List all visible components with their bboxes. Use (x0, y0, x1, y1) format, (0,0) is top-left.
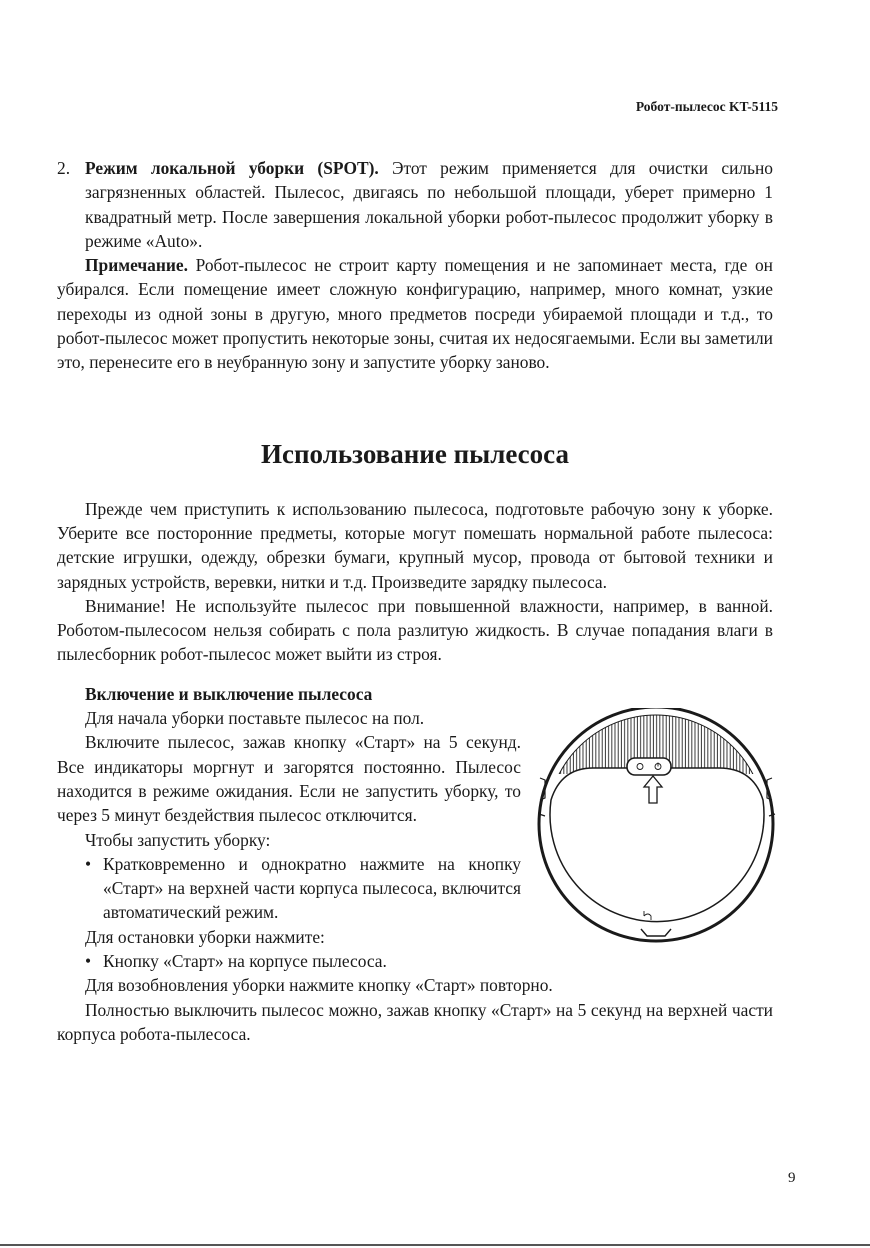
bottom-divider (0, 1244, 870, 1246)
bullet-marker: • (85, 951, 92, 972)
page-body (57, 156, 773, 1046)
header-title: Робот-пылесос KT-5115 (635, 99, 778, 114)
note-label: Примечание. (85, 255, 188, 276)
list-number: 2. (57, 158, 71, 178)
bullet-text-stop: Кнопку «Старт» на корпусе пылесоса. (103, 951, 387, 972)
section-title: Использование пылесоса (261, 438, 569, 469)
page-number: 9 (788, 1170, 796, 1186)
note-paragraph (57, 253, 773, 374)
robot-vacuum-illustration (531, 708, 783, 946)
bullet-marker: • (85, 853, 92, 874)
spot-mode-text: Этот режим применяется для очистки сильно загрязненных областей. Пылесос, двигаясь по небольшой площади, уберет примерно 1 квадратный метр. После завершения локальной уборки робот-пылесос продолжит уборку в режиме «Auto». (85, 158, 773, 251)
to-stop-paragraph: Для остановки уборки нажмите: (85, 926, 325, 947)
power-off-paragraph: Полностью выключить пылесос можно, зажав кнопку «Старт» на 5 секунд на верхней части корпуса робота-пылесоса. (57, 999, 773, 1044)
list-item-stop (57, 949, 773, 973)
spot-mode-title: Режим локальной уборки (SPOT). (85, 158, 379, 178)
list-text (85, 156, 773, 253)
list-item-start (57, 852, 521, 925)
start-paragraph: Для начала уборки поставьте пылесос на пол. (85, 708, 425, 729)
to-start-paragraph: Чтобы запустить уборку: (85, 829, 271, 850)
resume-paragraph: Для возобновления уборки нажмите кнопку «Старт» повторно. (85, 975, 553, 996)
subsection-title: Включение и выключение пылесоса (85, 683, 373, 704)
prep-paragraph: Прежде чем приступить к использованию пылесоса, подготовьте рабочую зону к уборке. Уберите все посторонние предметы, которые могут помешать нормальной работе пылесоса: детские игрушки, одежду, обрезки бумаги, крупный мусор, провода от бытовой техники и зарядных устройств, веревки, нитки и т.д. Произведите зарядку пылесоса. (57, 498, 773, 592)
note-text: Робот-пылесос не строит карту помещения и не запоминает места, где он убирался. Если помещение имеет сложную конфигурацию, например, много комнат, узкие переходы из одной зоны в другую, много предметов посреди убираемой площади и т.д., то робот-пылесос может пропустить некоторые зоны, считая их недосягаемыми. Если вы заметили это, перенесите его в неубранную зону и запустите уборку заново. (57, 255, 773, 373)
turn-on-paragraph: Включите пылесос, зажав кнопку «Старт» на 5 секунд. Все индикаторы моргнут и загорятся постоянно. Пылесос находится в режиме ожидания. Если не запустить уборку, то через 5 минут бездействия пылесос отключится. (57, 732, 521, 826)
list-item-spot-mode (57, 156, 773, 253)
warning-paragraph: Внимание! Не используйте пылесос при повышенной влажности, например, в ванной. Роботом-пылесосом нельзя собирать с пола разлитую жидкость. В случае попадания влаги в пылесборник робот-пылесос может выйти из строя. (57, 595, 773, 665)
bullet-text-start: Кратковременно и однократно нажмите на кнопку «Старт» на верхней части корпуса пылесоса, включится автоматический режим. (103, 853, 521, 923)
